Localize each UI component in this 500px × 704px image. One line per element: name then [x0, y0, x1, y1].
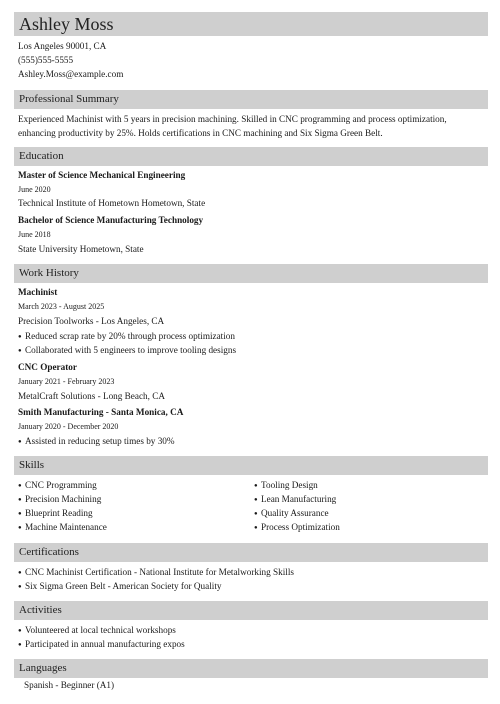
bullet-icon: ●	[18, 334, 22, 340]
education-section-header	[14, 147, 488, 166]
skill-text: Quality Assurance	[261, 508, 329, 518]
education-degree: Bachelor of Science Manufacturing Technology	[18, 215, 204, 225]
job-company: Precision Toolworks - Los Angeles, CA	[18, 316, 165, 326]
certification-item	[18, 581, 221, 591]
job-bullet-text: Reduced scrap rate by 20% through process optimization	[25, 331, 235, 341]
certification-text: Six Sigma Green Belt - American Society for Quality	[25, 581, 222, 591]
summary-section-header	[14, 90, 488, 109]
skill-item	[18, 480, 97, 490]
skill-text: Blueprint Reading	[25, 508, 93, 518]
job-bullet-text: Collaborated with 5 engineers to improve tooling designs	[25, 345, 237, 355]
job-dates: January 2020 - December 2020	[18, 422, 119, 431]
education-school: State University Hometown, State	[18, 244, 144, 254]
bullet-icon: ●	[18, 348, 22, 354]
summary-text: Experienced Machinist with 5 years in precision machining. Skilled in CNC programming and process optimization, enhancing productivity by 25%. Holds certifications in CNC machining and Six Sigma Green Belt.	[18, 114, 447, 138]
education-date: June 2018	[18, 230, 51, 239]
candidate-name: Ashley Moss	[19, 14, 114, 34]
language-item-clipped	[14, 680, 488, 690]
phone: (555)555-5555	[18, 55, 74, 65]
job-bullet-text: Assisted in reducing setup times by 30%	[25, 436, 175, 446]
name-header	[14, 12, 488, 36]
bullet-icon: ●	[18, 497, 22, 503]
skill-text: Tooling Design	[261, 480, 318, 490]
job-bullet	[18, 436, 175, 446]
certifications-section-header	[14, 543, 488, 562]
activity-item	[18, 625, 176, 635]
language-text: Spanish - Beginner (A1)	[24, 680, 115, 690]
bullet-icon: ●	[18, 439, 22, 445]
job-bullet	[18, 331, 235, 341]
skill-item	[254, 508, 329, 518]
bullet-icon: ●	[18, 642, 22, 648]
languages-title: Languages	[19, 662, 67, 674]
bullet-icon: ●	[18, 483, 22, 489]
job-dates: January 2021 - February 2023	[18, 377, 115, 386]
job-dates: March 2023 - August 2025	[18, 302, 105, 311]
bullet-icon: ●	[254, 497, 258, 503]
bullet-icon: ●	[254, 483, 258, 489]
skill-text: Process Optimization	[261, 522, 340, 532]
job-bullet	[18, 345, 236, 355]
skill-text: CNC Programming	[25, 480, 97, 490]
activity-text: Participated in annual manufacturing expos	[25, 639, 185, 649]
job-company: MetalCraft Solutions - Long Beach, CA	[18, 391, 165, 401]
education-degree: Master of Science Mechanical Engineering	[18, 170, 186, 180]
bullet-icon: ●	[18, 628, 22, 634]
education-school: Technical Institute of Hometown Hometown, State	[18, 198, 206, 208]
work-title: Work History	[19, 267, 79, 279]
address: Los Angeles 90001, CA	[18, 41, 107, 51]
skill-text: Lean Manufacturing	[261, 494, 337, 504]
email: Ashley.Moss@example.com	[18, 69, 124, 79]
certifications-title: Certifications	[19, 546, 79, 558]
skill-text: Precision Machining	[25, 494, 102, 504]
bullet-icon: ●	[18, 511, 22, 517]
skill-item	[18, 494, 101, 504]
skill-item	[254, 522, 340, 532]
skills-title: Skills	[19, 459, 45, 471]
languages-section-header	[14, 659, 488, 678]
education-date: June 2020	[18, 185, 51, 194]
education-title: Education	[19, 150, 64, 162]
activity-text: Volunteered at local technical workshops	[25, 625, 176, 635]
certification-item	[18, 567, 294, 577]
skill-text: Machine Maintenance	[25, 522, 107, 532]
job-title: Machinist	[18, 287, 58, 297]
job-title: CNC Operator	[18, 362, 77, 372]
bullet-icon: ●	[254, 511, 258, 517]
skill-item	[254, 494, 336, 504]
activities-title: Activities	[19, 604, 62, 616]
activity-item	[18, 639, 185, 649]
bullet-icon: ●	[254, 525, 258, 531]
skill-item	[18, 522, 107, 532]
bullet-icon: ●	[18, 584, 22, 590]
certification-text: CNC Machinist Certification - National Institute for Metalworking Skills	[25, 567, 294, 577]
bullet-icon: ●	[18, 525, 22, 531]
skills-section-header	[14, 456, 488, 475]
bullet-icon: ●	[18, 570, 22, 576]
activities-section-header	[14, 601, 488, 620]
work-section-header	[14, 264, 488, 283]
job-title: Smith Manufacturing - Santa Monica, CA	[18, 407, 184, 417]
skill-item	[254, 480, 318, 490]
skill-item	[18, 508, 93, 518]
summary-title: Professional Summary	[19, 93, 119, 105]
